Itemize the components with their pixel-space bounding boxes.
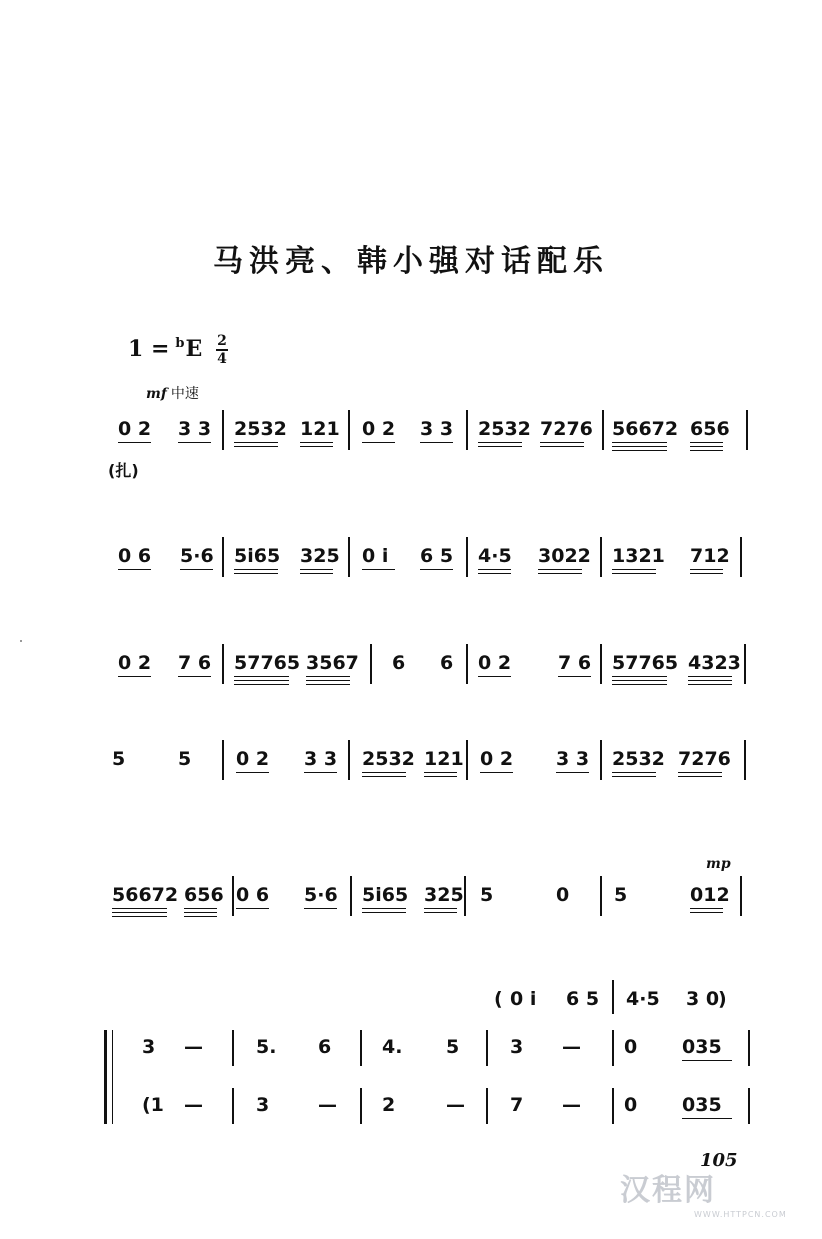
note-group: 2532 xyxy=(362,748,415,770)
beam-line xyxy=(180,569,213,570)
beam-line xyxy=(688,680,732,681)
barline xyxy=(222,410,224,450)
barline xyxy=(464,876,466,916)
note-group: 712 xyxy=(690,545,730,567)
beam-line xyxy=(612,680,667,681)
barline xyxy=(232,1088,234,1124)
beam-line xyxy=(118,569,151,570)
barline xyxy=(348,410,350,450)
beam-line xyxy=(424,908,457,909)
beam-line xyxy=(678,776,722,777)
page-number: 105 xyxy=(700,1150,738,1171)
note-group: 325 xyxy=(424,884,464,906)
beam-line xyxy=(558,676,591,677)
beam-line xyxy=(612,569,656,570)
beam-line xyxy=(612,776,656,777)
note-group: 3 0 xyxy=(686,988,720,1010)
note-group: 0 2 xyxy=(118,652,152,674)
beam-line xyxy=(690,569,723,570)
note-group: — xyxy=(318,1094,337,1116)
annotation-zha: (扎) xyxy=(108,461,139,480)
beam-line xyxy=(424,772,457,773)
note-group: 656 xyxy=(690,418,730,440)
beam-line xyxy=(688,684,732,685)
beam-line xyxy=(236,772,269,773)
note-group: 5·6 xyxy=(304,884,338,906)
beam-line xyxy=(690,446,723,447)
note-group: 7276 xyxy=(540,418,593,440)
beam-line xyxy=(362,569,395,570)
note-group: 656 xyxy=(184,884,224,906)
note-group: 57765 xyxy=(234,652,301,674)
note-group: 7 6 xyxy=(558,652,592,674)
beam-line xyxy=(234,569,278,570)
note-group: 2532 xyxy=(234,418,287,440)
beam-line xyxy=(478,573,511,574)
beam-line xyxy=(234,446,278,447)
parenthesis: ) xyxy=(718,988,727,1010)
dynamic-mp: mp xyxy=(706,856,731,872)
beam-line xyxy=(538,573,582,574)
note-group: 121 xyxy=(300,418,340,440)
barline xyxy=(360,1088,362,1124)
watermark-url: WWW.HTTPCN.COM xyxy=(694,1210,787,1219)
barline xyxy=(486,1088,488,1124)
note-group: 035 xyxy=(682,1036,722,1058)
barline xyxy=(600,740,602,780)
beam-line xyxy=(420,442,453,443)
barline xyxy=(746,410,748,450)
barline xyxy=(600,644,602,684)
note-group: 2 xyxy=(382,1094,396,1116)
beam-line xyxy=(612,446,667,447)
beam-line xyxy=(236,908,269,909)
time-signature xyxy=(216,334,228,366)
note-group: 7276 xyxy=(678,748,731,770)
barline xyxy=(744,644,746,684)
beam-line xyxy=(300,569,333,570)
note-group: 325 xyxy=(300,545,340,567)
beam-line xyxy=(478,442,522,443)
note-group: 5 xyxy=(178,748,192,770)
beam-line xyxy=(478,569,511,570)
key-signature xyxy=(128,334,228,366)
beam-line xyxy=(300,446,333,447)
beam-line xyxy=(556,772,589,773)
beam-line xyxy=(178,442,211,443)
note-group: 3 3 xyxy=(304,748,338,770)
note-group: 5i65 xyxy=(234,545,281,567)
note-group: 121 xyxy=(424,748,464,770)
beam-line xyxy=(304,772,337,773)
page-title: 马洪亮、韩小强对话配乐 xyxy=(213,244,609,279)
beam-line xyxy=(300,573,333,574)
note-group: (1 xyxy=(142,1094,164,1116)
note-group: 3 xyxy=(256,1094,270,1116)
barline xyxy=(222,740,224,780)
key-prefix: 1 = xyxy=(128,336,170,362)
barline xyxy=(486,1030,488,1066)
beam-line xyxy=(118,676,151,677)
parenthesis: ( xyxy=(494,988,503,1010)
margin-mark xyxy=(20,640,22,642)
tempo-text: 中速 xyxy=(170,386,199,402)
note-group: 5 xyxy=(112,748,126,770)
beam-line xyxy=(300,442,333,443)
barline xyxy=(232,876,234,916)
note-group: 3 xyxy=(510,1036,524,1058)
beam-line xyxy=(690,912,723,913)
beam-line xyxy=(306,684,350,685)
beam-line xyxy=(306,676,350,677)
barline xyxy=(602,410,604,450)
beam-line xyxy=(234,442,278,443)
beam-line xyxy=(362,912,406,913)
note-group: 7 xyxy=(510,1094,524,1116)
note-group: 56672 xyxy=(612,418,679,440)
barline xyxy=(612,1088,614,1124)
key-note: E xyxy=(185,336,203,362)
beam-line xyxy=(612,442,667,443)
beam-line xyxy=(612,676,667,677)
beam-line xyxy=(304,908,337,909)
note-group: 3 3 xyxy=(556,748,590,770)
note-group: — xyxy=(184,1036,203,1058)
beam-line xyxy=(112,912,167,913)
beam-line xyxy=(184,916,217,917)
watermark-logo: 汉程网 xyxy=(620,1173,716,1208)
beam-line xyxy=(682,1060,732,1061)
beam-line xyxy=(112,908,167,909)
beam-line xyxy=(612,684,667,685)
beam-line xyxy=(362,908,406,909)
tempo-marking xyxy=(146,383,199,403)
beam-line xyxy=(234,680,289,681)
note-group: 3 xyxy=(142,1036,156,1058)
barline xyxy=(232,1030,234,1066)
barline xyxy=(466,644,468,684)
note-group: 3 3 xyxy=(178,418,212,440)
note-group: 0 6 xyxy=(118,545,152,567)
beam-line xyxy=(690,442,723,443)
barline xyxy=(600,876,602,916)
note-group: 4323 xyxy=(688,652,741,674)
barline xyxy=(748,1088,750,1124)
note-group: 0 xyxy=(624,1036,638,1058)
note-group: — xyxy=(184,1094,203,1116)
beam-line xyxy=(678,772,722,773)
barline xyxy=(740,537,742,577)
beam-line xyxy=(184,912,217,913)
beam-line xyxy=(478,676,511,677)
beam-line xyxy=(480,772,513,773)
beam-line xyxy=(612,573,656,574)
barline xyxy=(748,1030,750,1066)
barline xyxy=(612,980,614,1014)
beam-line xyxy=(184,908,217,909)
note-group: 012 xyxy=(690,884,730,906)
beam-line xyxy=(362,442,395,443)
note-group: — xyxy=(562,1094,581,1116)
note-group: 5 xyxy=(480,884,494,906)
barline xyxy=(350,876,352,916)
barline xyxy=(600,537,602,577)
note-group: 3022 xyxy=(538,545,591,567)
note-group: 4. xyxy=(382,1036,403,1058)
beam-line xyxy=(306,680,350,681)
beam-line xyxy=(688,676,732,677)
barline xyxy=(466,537,468,577)
beam-line xyxy=(690,450,723,451)
beam-line xyxy=(420,569,453,570)
barline xyxy=(222,644,224,684)
note-group: 3 3 xyxy=(420,418,454,440)
barline xyxy=(740,876,742,916)
note-group: 0 2 xyxy=(118,418,152,440)
note-group: 035 xyxy=(682,1094,722,1116)
note-group: — xyxy=(446,1094,465,1116)
note-group: 3567 xyxy=(306,652,359,674)
barline xyxy=(744,740,746,780)
beam-line xyxy=(612,772,656,773)
beam-line xyxy=(540,442,584,443)
beam-line xyxy=(362,772,406,773)
beam-line xyxy=(690,573,723,574)
system-bracket xyxy=(104,1030,107,1124)
note-group: 5i65 xyxy=(362,884,409,906)
note-group: 6 xyxy=(440,652,454,674)
note-group: 4·5 xyxy=(478,545,512,567)
note-group: 57765 xyxy=(612,652,679,674)
dynamic-mf: mf xyxy=(146,386,167,402)
note-group: 5 xyxy=(446,1036,460,1058)
note-group: 0 xyxy=(624,1094,638,1116)
note-group: 6 5 xyxy=(420,545,454,567)
note-group: 0 2 xyxy=(478,652,512,674)
note-group: 0 6 xyxy=(236,884,270,906)
beam-line xyxy=(690,908,723,909)
beam-line xyxy=(118,442,151,443)
flat-sign: b xyxy=(175,336,185,351)
barline xyxy=(348,537,350,577)
note-group: 5·6 xyxy=(180,545,214,567)
barline xyxy=(222,537,224,577)
barline xyxy=(360,1030,362,1066)
time-bottom: 4 xyxy=(217,351,227,367)
beam-line xyxy=(682,1118,732,1119)
time-top: 2 xyxy=(217,333,227,349)
note-group: 0 2 xyxy=(236,748,270,770)
note-group: 2532 xyxy=(478,418,531,440)
barline xyxy=(348,740,350,780)
barline xyxy=(612,1030,614,1066)
note-group: 1321 xyxy=(612,545,665,567)
beam-line xyxy=(478,446,522,447)
beam-line xyxy=(234,684,289,685)
note-group: 7 6 xyxy=(178,652,212,674)
note-group: 56672 xyxy=(112,884,179,906)
beam-line xyxy=(424,776,457,777)
note-group: 0 i xyxy=(362,545,389,567)
barline xyxy=(466,740,468,780)
note-group: 0 2 xyxy=(362,418,396,440)
beam-line xyxy=(178,676,211,677)
note-group: 4·5 xyxy=(626,988,660,1010)
beam-line xyxy=(612,450,667,451)
beam-line xyxy=(424,912,457,913)
note-group: 6 xyxy=(318,1036,332,1058)
beam-line xyxy=(362,776,406,777)
note-group: 5. xyxy=(256,1036,277,1058)
note-group: 5 xyxy=(614,884,628,906)
note-group: 0 xyxy=(556,884,570,906)
system-bracket-inner xyxy=(112,1030,113,1124)
note-group: 2532 xyxy=(612,748,665,770)
beam-line xyxy=(234,676,289,677)
barline xyxy=(370,644,372,684)
note-group: 0 i xyxy=(510,988,537,1010)
beam-line xyxy=(538,569,582,570)
note-group: 6 5 xyxy=(566,988,600,1010)
barline xyxy=(466,410,468,450)
beam-line xyxy=(540,446,584,447)
beam-line xyxy=(234,573,278,574)
note-group: 0 2 xyxy=(480,748,514,770)
beam-line xyxy=(112,916,167,917)
note-group: 6 xyxy=(392,652,406,674)
note-group: — xyxy=(562,1036,581,1058)
